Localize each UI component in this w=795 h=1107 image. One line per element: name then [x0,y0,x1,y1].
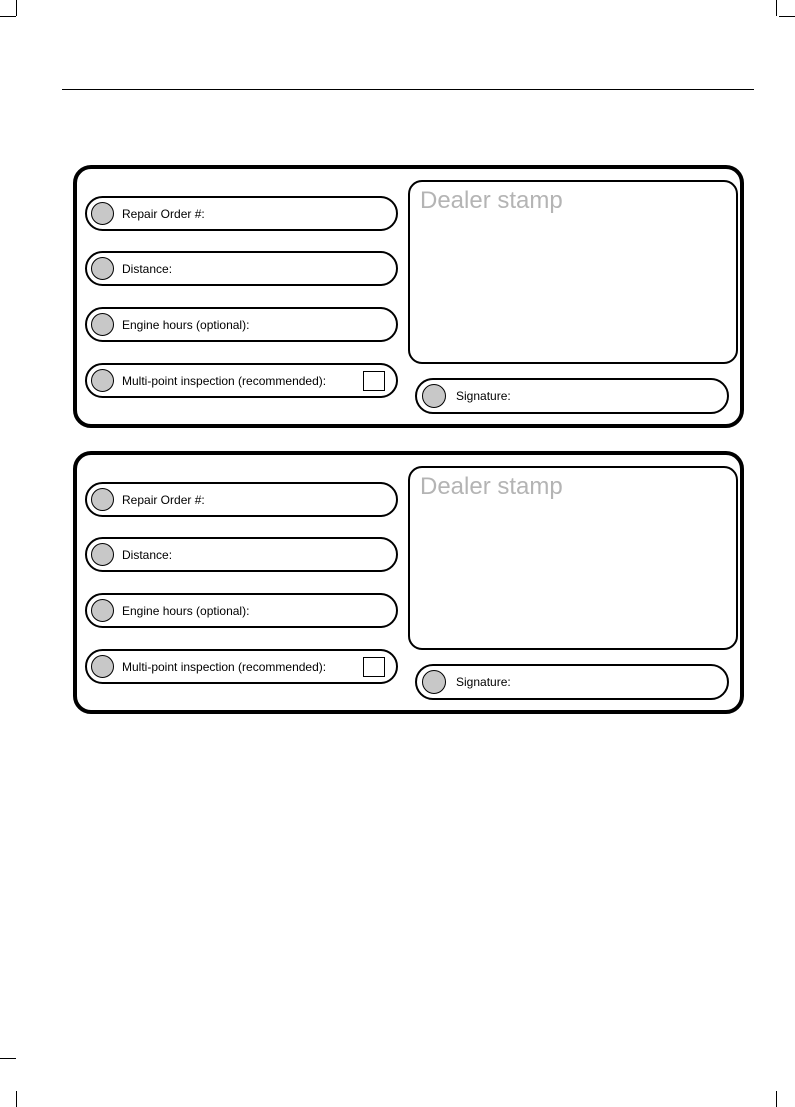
crop-mark-bottom-right [776,1091,777,1107]
header-rule [62,89,754,90]
distance-field[interactable] [85,251,398,286]
distance-label: Distance: [122,548,173,562]
field-marker-icon [91,369,114,392]
field-marker-icon [91,543,114,566]
dealer-stamp-label: Dealer stamp [420,187,563,214]
crop-mark-bottom-left-horizontal [0,1058,16,1059]
inspection-field [85,649,398,684]
inspection-checkbox[interactable] [363,371,385,391]
inspection-label: Multi-point inspection (recommended): [122,660,327,674]
field-marker-icon [91,313,114,336]
engine-hours-label: Engine hours (optional): [122,318,250,332]
repair-order-label: Repair Order #: [122,207,205,221]
field-marker-icon [422,384,446,408]
field-marker-icon [422,670,446,694]
distance-field[interactable] [85,537,398,572]
engine-hours-field[interactable] [85,593,398,628]
service-record-card [73,165,744,428]
signature-field[interactable] [415,664,729,700]
inspection-checkbox[interactable] [363,657,385,677]
crop-mark-top-left-horizontal [0,16,16,17]
service-record-card [73,451,744,714]
crop-mark-top-right [776,0,777,16]
signature-label: Signature: [456,675,511,689]
signature-field[interactable] [415,378,729,414]
engine-hours-label: Engine hours (optional): [122,604,250,618]
crop-mark-top-right-horizontal [779,16,795,17]
repair-order-field[interactable] [85,196,398,231]
field-marker-icon [91,488,114,511]
crop-mark-bottom-left [16,1091,17,1107]
signature-label: Signature: [456,389,511,403]
repair-order-label: Repair Order #: [122,493,205,507]
distance-label: Distance: [122,262,173,276]
inspection-label: Multi-point inspection (recommended): [122,374,327,388]
engine-hours-field[interactable] [85,307,398,342]
dealer-stamp-label: Dealer stamp [420,473,563,500]
field-marker-icon [91,599,114,622]
repair-order-field[interactable] [85,482,398,517]
field-marker-icon [91,202,114,225]
field-marker-icon [91,257,114,280]
field-marker-icon [91,655,114,678]
crop-mark-top-left [16,0,17,16]
inspection-field [85,363,398,398]
dealer-stamp-box[interactable] [408,180,738,364]
dealer-stamp-box[interactable] [408,466,738,650]
